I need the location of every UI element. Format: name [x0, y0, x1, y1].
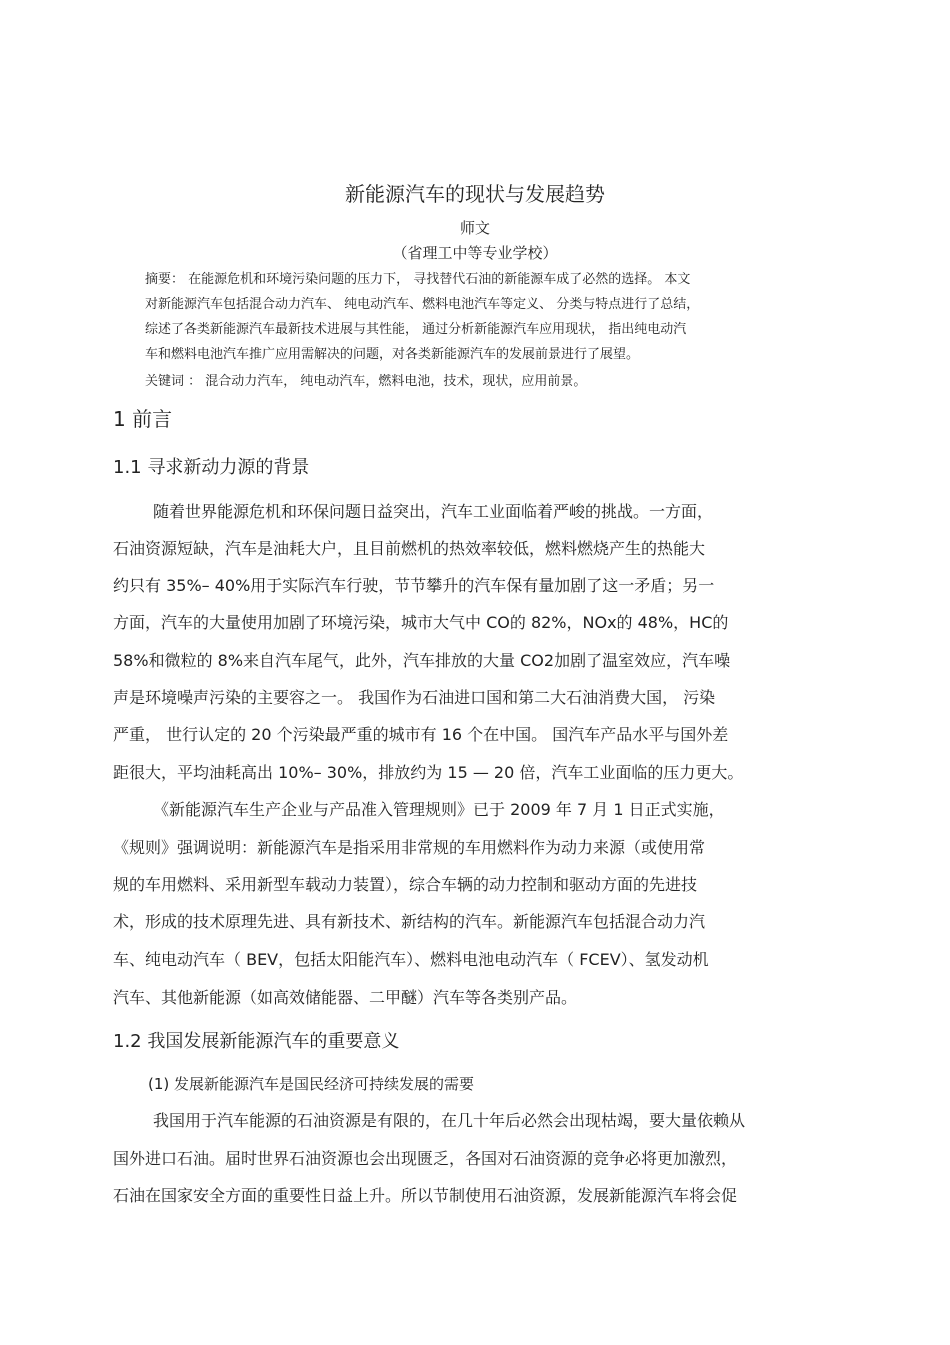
body-line: 汽车、其他新能源（如高效储能器、二甲醚）汽车等各类别产品。 — [113, 988, 578, 1007]
body-line: 声是环境噪声污染的主要容之一。 我国作为石油进口国和第二大石油消费大国， 污染 — [113, 688, 716, 707]
author-affiliation: （省理工中等专业学校） — [392, 244, 558, 262]
section-heading-1: 1 前言 — [113, 407, 173, 431]
abstract-line: 综述了各类新能源汽车最新技术进展与其性能， 通过分析新能源汽车应用现状， 指出纯电动汽 — [145, 322, 687, 337]
paper-title: 新能源汽车的现状与发展趋势 — [345, 182, 605, 206]
subheading-1: (1) 发展新能源汽车是国民经济可持续发展的需要 — [148, 1075, 475, 1093]
body-line: 方面，汽车的大量使用加剧了环境污染，城市大气中 CO的 82%，NOx的 48%，HC的 — [113, 613, 729, 632]
abstract-line: 摘要： 在能源危机和环境污染问题的压力下， 寻找替代石油的新能源车成了必然的选择。 本文 — [145, 272, 691, 287]
body-line: 距很大，平均油耗高出 10%– 30%，排放约为 15 — 20 倍，汽车工业面临的压力更大。 — [113, 763, 744, 782]
body-line: 车、纯电动汽车（ BEV，包括太阳能汽车）、燃料电池电动汽车（ FCEV）、氢发动机 — [113, 950, 709, 969]
section-heading-1-2: 1.2 我国发展新能源汽车的重要意义 — [113, 1031, 400, 1052]
section-heading-1-1: 1.1 寻求新动力源的背景 — [113, 457, 310, 478]
keywords-line: 关键词 ： 混合动力汽车， 纯电动汽车，燃料电池，技术，现状，应用前景。 — [145, 374, 587, 389]
body-line: 《规则》强调说明：新能源汽车是指采用非常规的车用燃料作为动力来源（或使用常 — [113, 838, 706, 857]
body-line: 石油在国家安全方面的重要性日益上升。所以节制使用石油资源，发展新能源汽车将会促 — [113, 1186, 738, 1205]
body-line: 约只有 35%– 40%用于实际汽车行驶，节节攀升的汽车保有量加剧了这一矛盾；另一 — [113, 576, 715, 595]
abstract-line: 车和燃料电池汽车推广应用需解决的问题，对各类新能源汽车的发展前景进行了展望。 — [145, 347, 640, 362]
body-line: 规的车用燃料、采用新型车载动力装置），综合车辆的动力控制和驱动方面的先进技 — [113, 875, 698, 894]
body-line: 严重， 世行认定的 20 个污染最严重的城市有 16 个在中国。 国汽车产品水平与国外差 — [113, 725, 729, 744]
author-name: 师文 — [459, 219, 490, 237]
body-line: 《新能源汽车生产企业与产品准入管理规则》已于 2009 年 7 月 1 日正式实施， — [153, 800, 725, 819]
body-line: 术，形成的技术原理先进、具有新技术、新结构的汽车。新能源汽车包括混合动力汽 — [113, 912, 706, 931]
body-line: 国外进口石油。届时世界石油资源也会出现匮乏，各国对石油资源的竞争必将更加激烈， — [113, 1149, 738, 1168]
body-line: 石油资源短缺，汽车是油耗大户，且目前燃机的热效率较低，燃料燃烧产生的热能大 — [113, 539, 706, 558]
body-line: 随着世界能源危机和环保问题日益突出，汽车工业面临着严峻的挑战。一方面， — [153, 502, 714, 521]
abstract-line: 对新能源汽车包括混合动力汽车、 纯电动汽车、燃料电池汽车等定义、 分类与特点进行了总结， — [145, 297, 700, 312]
body-line: 我国用于汽车能源的石油资源是有限的，在几十年后必然会出现枯竭，要大量依赖从 — [153, 1111, 746, 1130]
body-line: 58%和微粒的 8%来自汽车尾气，此外，汽车排放的大量 CO2加剧了温室效应，汽车噪 — [113, 651, 731, 670]
